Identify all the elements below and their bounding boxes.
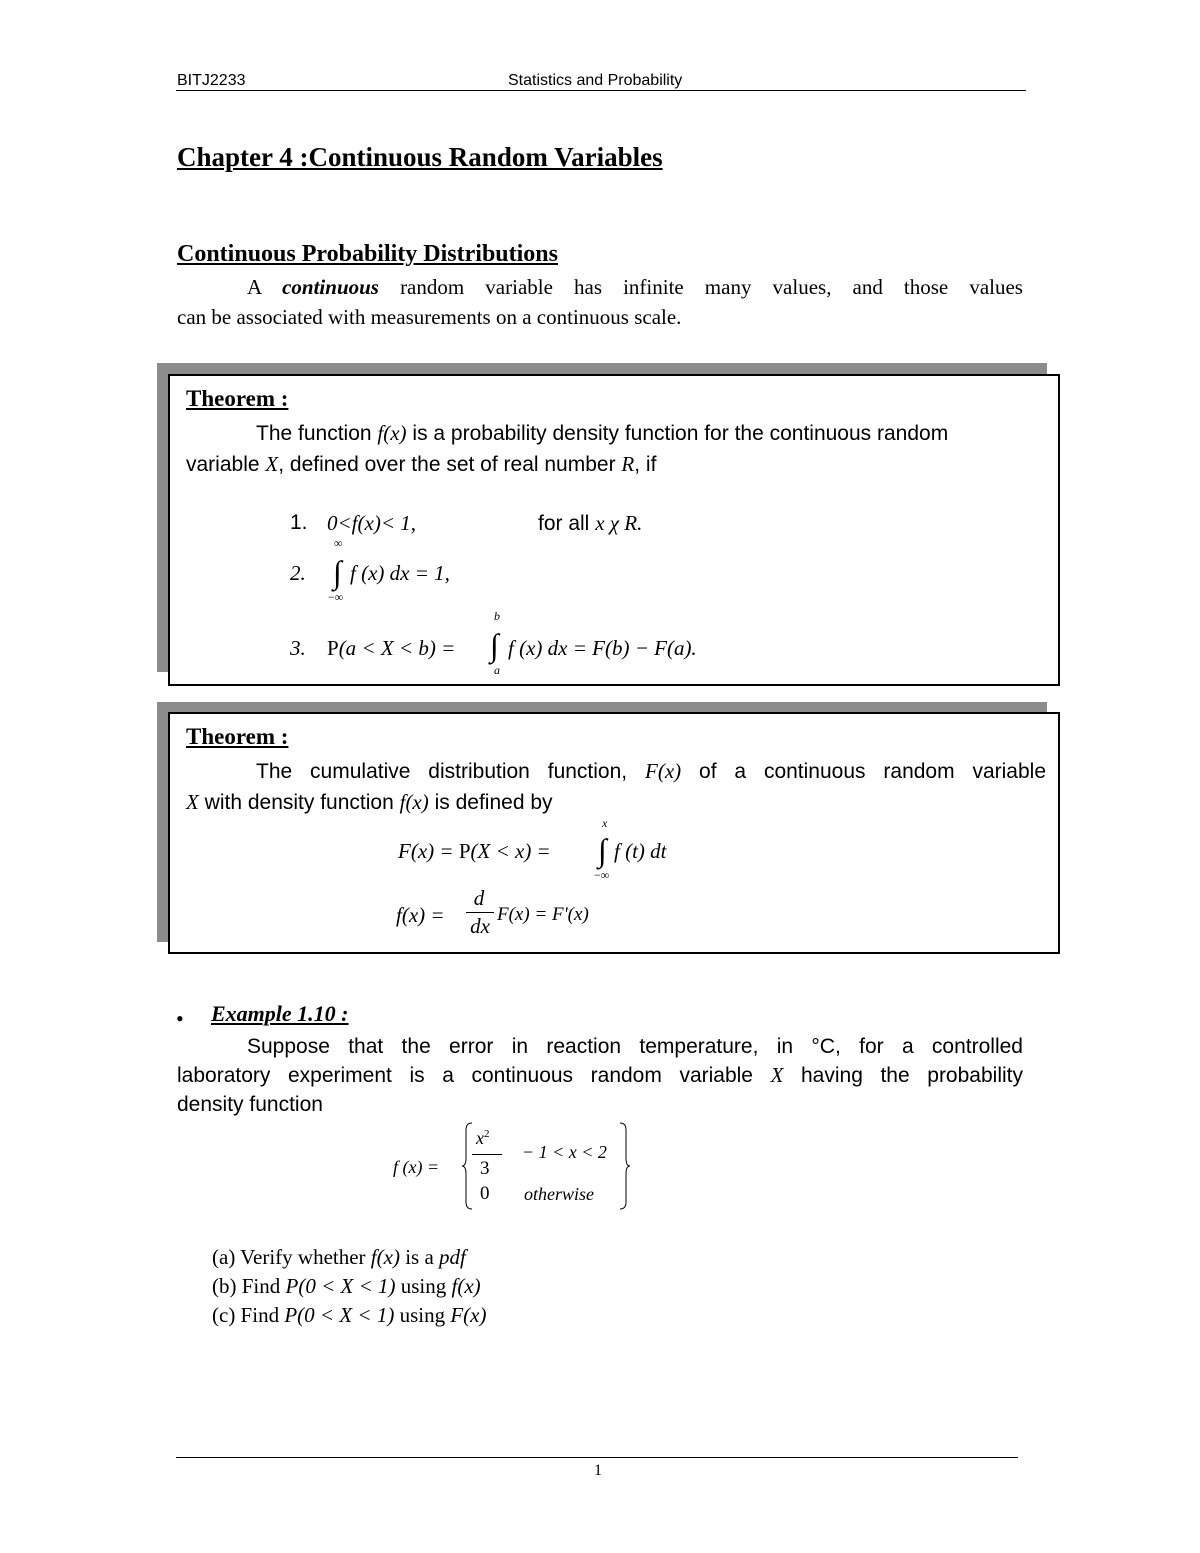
theorem1-text-b: is a probability density function for the continuous random (406, 422, 949, 445)
theorem1-var-r: R (621, 452, 635, 476)
cond1-tail (538, 508, 642, 539)
cond2-lower-limit: −∞ (328, 590, 344, 604)
question-c-text: (c) Find (212, 1303, 285, 1327)
header-course-code: BITJ2233 (177, 72, 246, 89)
question-a-text-b: is a (399, 1245, 440, 1269)
piecewise-exponent: 2 (484, 1128, 490, 1140)
derivative-numerator: d (473, 886, 485, 910)
theorem2-var-x: X (186, 790, 199, 814)
chapter-title: Chapter 4 :Continuous Random Variables (177, 142, 663, 172)
question-a (212, 1245, 466, 1270)
question-c-Fx: F(x) (450, 1303, 487, 1327)
cond2-number: 2. (290, 561, 306, 585)
question-b-text-b: using (395, 1274, 452, 1298)
piecewise-numerator (476, 1128, 490, 1149)
theorem1-var-x: X (265, 452, 279, 476)
example-line2 (177, 1061, 1023, 1090)
cdf-p: P (458, 839, 471, 863)
derivative-denominator: dx (470, 914, 490, 938)
cdf-equation-lhs (398, 836, 551, 866)
cond2-upper-limit: ∞ (334, 536, 343, 550)
theorem1-text-c: variable (186, 453, 266, 476)
theorem1-text-d: , defined over the set of real number (278, 453, 622, 476)
example-line2-a: laboratory experiment is a continuous random variable (177, 1064, 771, 1087)
intro-lead: A (247, 275, 283, 299)
theorem2-text-b: of a continuous random variable (681, 760, 1047, 783)
example-title: Example 1.10 : (211, 1001, 349, 1026)
example-var-x: X (770, 1063, 784, 1087)
piecewise-fraction-bar (472, 1154, 502, 1155)
cond3-lhs-text: (a < X < b) = (338, 636, 456, 660)
question-c-probability: P(0 < X < 1) (284, 1303, 395, 1327)
piecewise-condition1: − 1 < x < 2 (522, 1142, 607, 1162)
question-a-fx: f(x) (370, 1245, 400, 1269)
theorem2-text-c: with density function (198, 791, 400, 814)
cond1-expression: 0<f(x)< 1, (327, 511, 416, 535)
question-a-text: (a) Verify whether (212, 1245, 371, 1269)
theorem2-text-d: is defined by (428, 791, 553, 814)
piecewise-numerator-x: x (476, 1128, 484, 1148)
cond1-number: 1. (290, 511, 308, 534)
example-statement (177, 1032, 1023, 1119)
derivative-fraction-bar (466, 912, 494, 913)
intro-line1-rest: random variable has infinite many values, and those values (378, 275, 1023, 299)
footer-rule (176, 1457, 1018, 1458)
theorem1-text-e: , if (634, 453, 657, 476)
pdf-derivative-lhs: f(x) = (396, 903, 445, 927)
piecewise-zero: 0 (480, 1183, 490, 1204)
intro-line2: can be associated with measurements on a continuous scale. (177, 305, 682, 329)
cond3-upper-limit: b (494, 609, 500, 623)
cond3-p: P (327, 636, 339, 660)
cond2-expression: f (x) dx = 1, (350, 561, 450, 585)
cdf-integrand: f (t) dt (614, 839, 667, 863)
question-b-probability: P(0 < X < 1) (285, 1274, 396, 1298)
example-bullet: • (176, 1006, 184, 1031)
piecewise-condition2: otherwise (524, 1184, 594, 1204)
cond3-integral-sign: ∫ (490, 627, 499, 663)
example-line3: density function (177, 1093, 323, 1116)
theorem2-box (168, 712, 1060, 954)
theorem1-fx: f(x) (377, 421, 407, 445)
cdf-lhs: F(x) = (398, 839, 459, 863)
section-title: Continuous Probability Distributions (177, 241, 558, 267)
header-course-title: Statistics and Probability (508, 72, 683, 89)
theorem2-statement (186, 756, 1046, 818)
header-rule (176, 90, 1026, 91)
cond1-tail-a: for all (538, 512, 596, 535)
page-number: 1 (594, 1462, 602, 1479)
cond1-tail-b: x χ R. (595, 511, 643, 535)
cdf-mid: (X < x) = (470, 839, 551, 863)
intro-paragraph (177, 272, 1023, 332)
cond3-lhs (327, 633, 455, 663)
cdf-lower-limit: −∞ (594, 868, 610, 882)
question-c-text-b: using (394, 1303, 451, 1327)
question-c (212, 1303, 486, 1328)
piecewise-denominator: 3 (480, 1158, 490, 1179)
theorem2-text-a: The cumulative distribution function, (256, 760, 645, 783)
cond3-expression: f (x) dx = F(b) − F(a). (508, 636, 697, 660)
cond2-integral-sign: ∫ (333, 554, 342, 590)
cond3-number: 3. (290, 636, 306, 660)
cdf-integral-sign: ∫ (598, 832, 607, 868)
question-b (212, 1274, 481, 1299)
example-line2-b: having the probability (783, 1064, 1023, 1087)
theorem1-statement (186, 418, 1046, 480)
theorem2-fx: f(x) (399, 790, 429, 814)
example-line1: Suppose that the error in reaction temperature, in °C, for a controlled (247, 1035, 1023, 1058)
question-b-fx: f(x) (451, 1274, 481, 1298)
question-a-pdf: pdf (439, 1245, 466, 1269)
piecewise-lhs: f (x) = (393, 1157, 440, 1177)
intro-term: continuous (282, 275, 379, 299)
theorem1-title: Theorem : (186, 386, 289, 411)
derivative-rhs: F(x) = F'(x) (497, 904, 589, 925)
cond3-lower-limit: a (494, 663, 500, 677)
theorem1-text-a: The function (256, 422, 378, 445)
cdf-upper-limit: x (602, 816, 608, 830)
theorem1-box (168, 374, 1060, 686)
theorem2-Fx: F(x) (645, 759, 682, 783)
question-b-text: (b) Find (212, 1274, 286, 1298)
theorem2-title: Theorem : (186, 724, 289, 749)
